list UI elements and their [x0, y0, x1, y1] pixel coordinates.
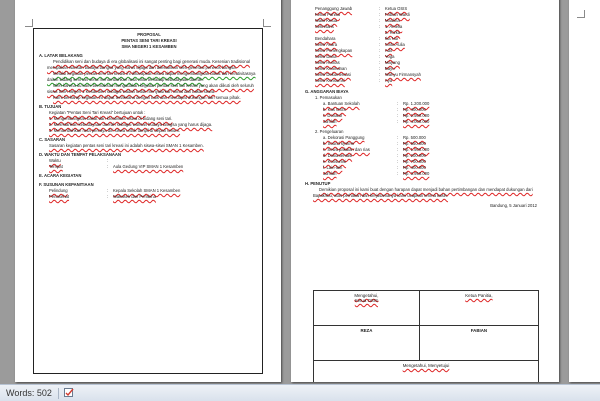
field-colon: : [397, 107, 399, 112]
field-colon: : [379, 42, 381, 47]
list-item: Tempat : Aula Gedung VIP SMAN 1 Kesamben [49, 164, 184, 169]
page-1-content[interactable] [39, 32, 259, 200]
field-value: 1. Amelia [385, 24, 403, 29]
field-colon: : [397, 135, 399, 140]
field-colon: : [379, 12, 381, 17]
field-colon: : [379, 48, 381, 53]
crop-mark [25, 19, 33, 27]
field-value: Rp. 200.000 [403, 153, 426, 158]
field-label: e. Konsumsi [323, 159, 347, 164]
paragraph: Demikian proposal ini kami buat dengan harapan dapat menjadi bahan pertimbangan dan mendapat dukungan dari Bapak/Ibu, atas perhatian dan kerjasamanya kami ucapkan terima kasih. [313, 187, 533, 198]
field-label: Penasehat [49, 194, 70, 199]
field-value: Sinta Aulia [385, 42, 405, 47]
field-label: a. Bantuan Sekolah [323, 101, 360, 106]
expense-list [305, 135, 551, 177]
signature-cell-left[interactable] [314, 291, 420, 326]
section-heading-a: A. LATAR BELAKANG [39, 53, 83, 58]
field-label: Jumlah [323, 119, 337, 124]
field-value: Rp. 400.000 [403, 165, 426, 170]
paragraph: Kegiatan "Pentas Seni Tari Kreasi" bertujuan untuk : [49, 110, 146, 115]
proposal-title: PROPOSAL [137, 32, 161, 37]
field-label: Ketua Panitia [315, 12, 340, 17]
section-heading-b: B. TUJUAN [39, 104, 62, 109]
field-value: Aula Gedung VIP SMAN 1 Kesamben [113, 164, 184, 169]
page-2[interactable] [291, 0, 559, 382]
field-value: Rp. 3.950.000 [403, 171, 430, 176]
field-value: Rp. 500.000 [403, 135, 426, 140]
field-label: Seksi Dokumentasi [315, 72, 351, 77]
field-colon: : [379, 72, 381, 77]
page-3[interactable] [569, 0, 600, 382]
field-label: Tempat [49, 164, 63, 169]
paragraph: Kami berharap kegiatan ini dapat terlaksana dengan baik dan mendapat dukungan dari semua pihak. [53, 95, 241, 100]
budget-income-heading: 1. Pemasukan [315, 95, 342, 100]
paragraph: Sasaran kegiatan pentas seni tari kreasi ini adalah siswa-siswi SMAN 1 Kesamben. [49, 143, 204, 148]
field-label: Seksi Perlengkapan [315, 48, 353, 53]
signature-role: Ketua Panitia, [465, 293, 493, 298]
field-value: Ketua OSIS [385, 6, 408, 11]
field-colon: : [397, 153, 399, 158]
signature-name-left[interactable]: REZA [314, 326, 420, 361]
section-heading-e: E. ACARA KEGIATAN [39, 173, 82, 178]
field-label: Sekretaris [315, 24, 334, 29]
field-colon: : [397, 171, 399, 176]
signature-approval-text: Mengetahui, Menyetujui [402, 363, 450, 368]
field-colon: : [397, 159, 399, 164]
field-label: Jumlah [323, 171, 337, 176]
section-heading-h: H. PENUTUP [305, 181, 331, 186]
school-title: SMA NEGERI 1 KESAMBEN [121, 44, 177, 49]
income-list [305, 101, 551, 125]
list-item [323, 119, 551, 125]
field-value: Rp. 4.000.000 [403, 119, 430, 124]
list-item: Penasehat : Wakasek dan Pembina [49, 194, 156, 199]
field-colon: : [379, 18, 381, 23]
field-colon: : [397, 101, 399, 106]
field-value: Bayu [385, 66, 395, 71]
field-colon: : [379, 78, 381, 83]
field-label: Seksi Keamanan [315, 66, 347, 71]
budget-expense-heading: 2. Pengeluaran [315, 129, 344, 134]
field-colon: : [379, 66, 381, 71]
list-item: 2. Melestarikan kebudayaan daerah sebagai warisan budaya bangsa yang harus dijaga. [49, 122, 213, 127]
field-value: Rp. 1.500.000 [403, 147, 430, 152]
field-label: f. Lain-lain [323, 165, 343, 170]
field-value: Rp. 550.000 [403, 141, 426, 146]
field-label: c. Donatur [323, 113, 343, 118]
field-label: c. Sewa pakaian dan rias [323, 147, 370, 152]
paragraph: Melalui kegiatan pentas seni tari kreasi ini diharapkan siswa dapat mengembangkan bakat dan kreativitasnya dalam bidang seni tari serta menumbuhkan rasa cinta terhadap kebudayaan daerah. [47, 71, 256, 82]
field-value: Yoga [385, 54, 395, 59]
field-colon: : [379, 60, 381, 65]
field-value: Ika Nur [385, 36, 399, 41]
field-label: b. Sound system [323, 141, 355, 146]
field-value: Rp. 1.200.000 [403, 101, 430, 106]
field-colon: : [397, 147, 399, 152]
word-count[interactable]: Words: 502 [6, 388, 52, 398]
field-colon: : [379, 54, 381, 59]
field-value: Rp. 400.000 [403, 107, 426, 112]
field-value: Wakasek dan Pembina [113, 194, 156, 199]
list-item: Waktu : [49, 158, 109, 163]
list-item [315, 78, 551, 84]
field-label: Waktu [49, 158, 61, 163]
field-value: Wahyu Firmansyah [385, 72, 421, 77]
section-heading-f: F. SUSUNAN KEPANITIAAN [39, 182, 94, 187]
signature-cell-right[interactable] [419, 291, 538, 326]
field-value: Rp. 2.500.000 [403, 113, 430, 118]
page-2-content[interactable] [305, 6, 551, 209]
status-bar [0, 384, 600, 401]
page-1[interactable] [15, 0, 281, 382]
field-label: Seksi Dana [315, 54, 337, 59]
list-item [323, 171, 551, 177]
field-value: Maulina [385, 18, 400, 23]
section-heading-g: G. ANGGARAN BIAYA [305, 89, 349, 94]
field-value: Aya [385, 78, 393, 83]
field-colon: : [397, 141, 399, 146]
field-label: Bendahara [315, 36, 336, 41]
signature-table[interactable] [313, 290, 539, 382]
status-separator [58, 388, 59, 399]
field-colon: : [379, 24, 381, 29]
field-colon: : [397, 165, 399, 170]
field-colon: : [379, 6, 381, 11]
proofing-icon[interactable] [64, 388, 75, 398]
section-heading-d: D. WAKTU DAN TEMPAT PELAKSANAAN [39, 152, 121, 157]
field-label: Seksi Konsumsi [315, 78, 345, 83]
field-colon: : [397, 113, 399, 118]
paragraph: Oleh karena itu kami bermaksud mengadakan kegiatan pentas seni tari kreasi yang akan diikuti oleh seluruh siswa SMA Negeri 1 Kesamben sebagai wadah untuk menyalurkan minat dan bakat siswa. [47, 83, 254, 94]
signature-approval-cell[interactable] [314, 361, 539, 383]
field-label: Seksi Humas [315, 60, 340, 65]
field-colon: : [397, 119, 399, 124]
field-label: a. Dekorasi Panggung [323, 135, 365, 140]
field-label: b. Kas OSIS [323, 107, 347, 112]
place-date: Bandung, 5 Januari 2012 [490, 203, 537, 208]
field-value: Mayang [385, 60, 400, 65]
crop-mark [263, 19, 271, 27]
field-value: Rp. 700.000 [403, 159, 426, 164]
committee-list [305, 6, 551, 84]
crop-mark [577, 10, 585, 18]
list-item: Pelindung : Kepala Sekolah SMAN 1 Kesamben [49, 188, 181, 193]
field-value: Fabian Wardi [385, 12, 410, 17]
paragraph: Pendidikan seni dan budaya di era globalisasi ini sangat penting bagi generasi muda. Kesenian tradisional merupakan warisan budaya bangsa yang harus dijaga dan dilestarikan oleh generasi penerus bangsa. [47, 59, 250, 70]
field-value: Kepala Sekolah SMAN 1 Kesamben [113, 188, 181, 193]
event-title: PENTAS SENI TARI KREASI [121, 38, 177, 43]
field-label: d. Dokumentasi [323, 153, 353, 158]
field-value: Adit [385, 48, 393, 53]
field-value: 2. Rizka [385, 30, 401, 35]
field-label: Penanggung Jawab [315, 6, 353, 11]
list-item: 1. Mengembangkan bakat dan kreativitas siswa di bidang seni tari. [49, 116, 173, 121]
signature-role: Ketua OSIS [354, 298, 378, 303]
field-label: Seksi Acara [315, 42, 338, 47]
field-label: Wakil Ketua [315, 18, 338, 23]
field-label: Pelindung [49, 188, 68, 193]
section-heading-c: C. SASARAN [39, 137, 66, 142]
field-colon: : [379, 36, 381, 41]
list-item: 3. Menumbuhkan rasa percaya diri siswa untuk tampil di depan umum. [49, 128, 181, 133]
signature-name-right[interactable]: FABIAN [419, 326, 538, 361]
signature-role: Mengetahui, [354, 293, 379, 298]
